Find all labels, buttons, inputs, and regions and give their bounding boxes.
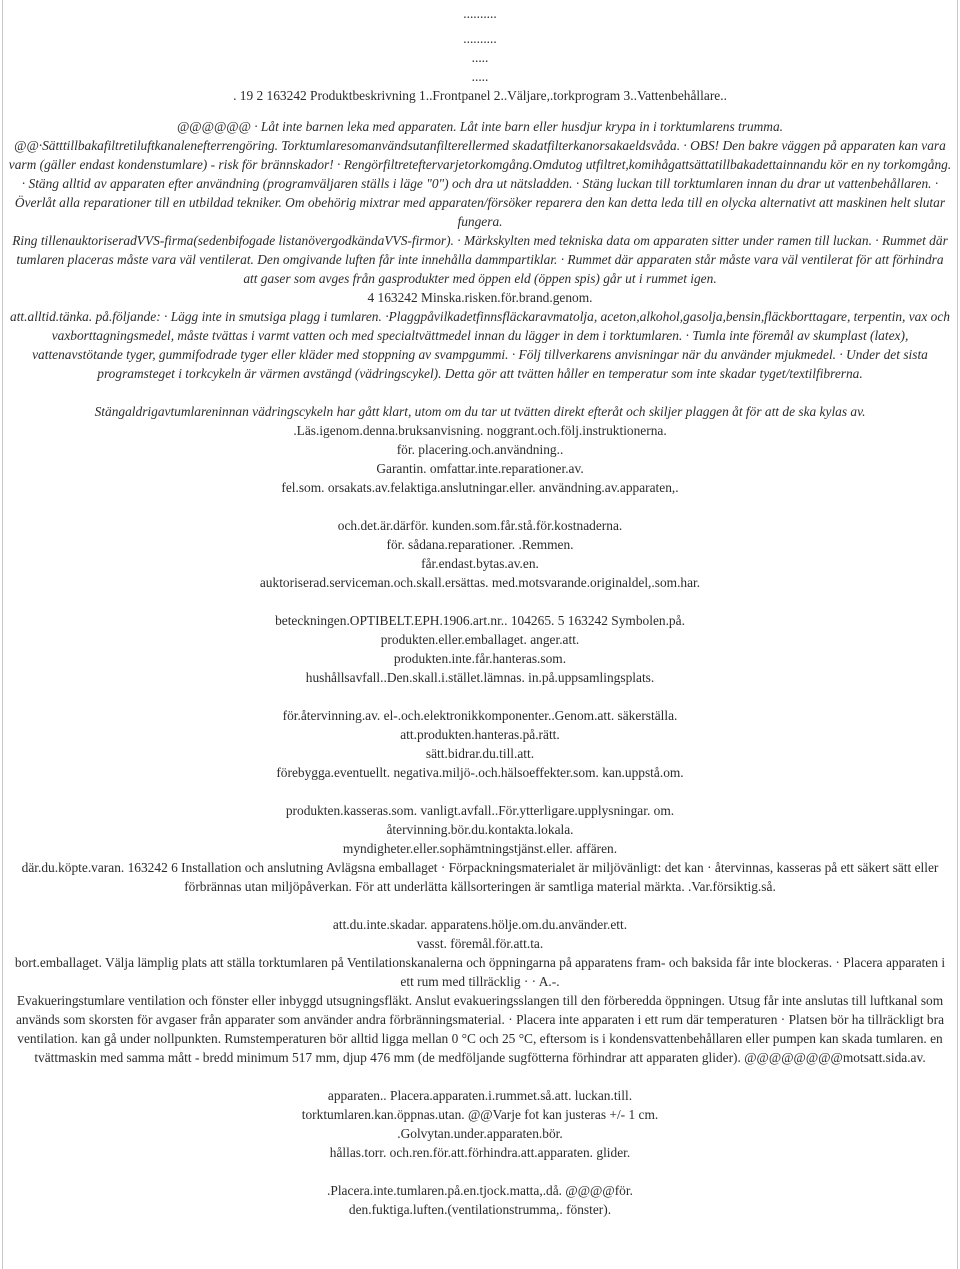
text-line: .Golvytan.under.apparaten.bör. (397, 1126, 563, 1141)
text-line: produkten.inte.får.hanteras.som. (393, 651, 567, 666)
text-line: . 19 2 163242 Produktbeskrivning 1..Frontpanel 2..Väljare,.torkprogram 3..Vattenbehållare.. (233, 88, 727, 103)
text-line: sätt.bidrar.du.till.att. (425, 746, 535, 761)
text-line: att.produkten.hanteras.på.rätt. (400, 727, 560, 742)
text-line: torktumlaren.kan.öppnas.utan. @@Varje fot kan justeras +/- 1 cm. (301, 1107, 659, 1122)
paragraph-gap (8, 896, 952, 915)
text-line: där.du.köpte.varan. 163242 6 Installation och anslutning Avlägsna emballaget · Förpackningsmaterialet är miljövänligt: det kan · återvinnas, kasseras på ett säkert sätt eller förbrännas utan miljöpåverkan. För att underlätta källsorteringen är samtliga material märkta. .Var.försiktig.så. (21, 860, 939, 894)
text-line: @@@@@@ · Låt inte barnen leka med apparaten. Låt inte barn eller husdjur krypa in i torktumlarens trumma. (176, 119, 784, 134)
text-line: 4 163242 Minska.risken.för.brand.genom. (367, 290, 593, 305)
text-line: Stängaldrigavtumlareninnan vädringscykeln har gått klart, utom om du tar ut tvätten direkt efteråt och skiljer plaggen åt för att de ska kylas av. (94, 404, 866, 419)
text-line: för. placering.och.användning.. (396, 442, 564, 457)
paragraph-gap (8, 592, 952, 611)
text-line: produkten.kasseras.som. vanligt.avfall..För.ytterligare.upplysningar. om. (285, 803, 675, 818)
text-line: bort.emballaget. Välja lämplig plats att ställa torktumlaren på Ventilationskanalerna och öppningarna på apparatens fram- och baksida får inte blockeras. · Placera apparaten i ett rum med tillräcklig · · A.-. (14, 955, 946, 989)
text-line: att.du.inte.skadar. apparatens.hölje.om.du.använder.ett. (332, 917, 628, 932)
right-border (957, 0, 958, 1269)
text-line: får.endast.bytas.av.en. (421, 556, 539, 571)
left-border (2, 0, 3, 1269)
paragraph-gap (8, 687, 952, 706)
text-line: auktoriserad.serviceman.och.skall.ersättas. med.motsvarande.originaldel,.som.har. (259, 575, 701, 590)
text-line: den.fuktiga.luften.(ventilationstrumma,. fönster). (348, 1202, 612, 1217)
text-line: och.det.är.därför. kunden.som.får.stå.för.kostnaderna. (337, 518, 623, 533)
text-line: hållas.torr. och.ren.för.att.förhindra.att.apparaten. glider. (329, 1145, 631, 1160)
paragraph-gap (8, 782, 952, 801)
text-line: apparaten.. Placera.apparaten.i.rummet.så.att. luckan.till. (327, 1088, 633, 1103)
text-line: beteckningen.OPTIBELT.EPH.1906.art.nr.. 104265. 5 163242 Symbolen.på. (275, 613, 685, 628)
text-line: återvinning.bör.du.kontakta.lokala. (386, 822, 574, 837)
text-line: för. sådana.reparationer. .Remmen. (386, 537, 574, 552)
text-line: att.alltid.tänka. på.följande: · Lägg inte in smutsiga plagg i tumlaren. ·Plaggpåvilkadetfinnsfläckaravmatolja, aceton,alkohol,gasolja,bensin,fläckborttagare, terpentin, vax och vaxborttagningsmedel, måste tvättas i varmt vatten och med specialtvättmedel innan du lägger in dem i torktumlaren. · Tumla inte föremål av skumplast (latex), vattenavstötande tyger, gummifodrade tyger eller kläder med stoppning av svampgummi. · Följ tillverkarens anvisningar när du använder mjukmedel. · Under det sista programsteget i torkcykeln är värmen avstängd (vädringscykel). Detta gör att tvätten håller en temperatur som inte skadar tyget/textilfibrerna. (10, 309, 950, 381)
paragraph-gap (8, 1067, 952, 1086)
text-line: .Läs.igenom.denna.bruksanvisning. noggrant.och.följ.instruktionerna. (293, 423, 667, 438)
text-line: förebygga.eventuellt. negativa.miljö-.och.hälsoeffekter.som. kan.uppstå.om. (276, 765, 684, 780)
text-line: .Placera.inte.tumlaren.på.en.tjock.matta,.då. @@@@för. (327, 1183, 633, 1198)
text-line: Ring tillenauktoriseradVVS-firma(sedenbifogade listanövergodkändaVVS-firmor). · Märkskylten med tekniska data om apparaten sitter under ramen till luckan. · Rummet där tumlaren placeras måste vara väl ventilerat. Den omgivande luften får inte innehålla dammpartiklar. · Rummet där apparaten står måste vara väl ventilerat för att förhindra att gaser som avges från gasprodukter med öppen eld (öppen spis) går ut i rummet igen. (12, 233, 948, 286)
text-line: hushållsavfall..Den.skall.i.stället.lämnas. in.på.uppsamlingsplats. (305, 670, 655, 685)
text-line: @@·Sätttillbakafiltretiluftkanalenefterrengöring. Torktumlaresomanvändsutanfilterellermed skadatfilterkanorsakaeldsvåda. · OBS! Den bakre väggen på apparaten kan vara varm (gäller endast kondenstumlare) - risk för brännskador! · Rengörfiltreteftervarjetorkomgång.Omdutog utfiltret,komihågattsättatillbakadettainnandu kör en ny torkomgång. · Stäng alltid av apparaten efter användning (programväljaren ställs i läge "0") och dra ut nätsladden. · Stäng luckan till torktumlaren innan du drar ut vattenbehållaren. · Överlåt alla reparationer till en utbildad tekniker. Om obehörig mixtrar med apparaten/försöker reparera den kan detta leda till en olycka alternativt att maskinen helt slutar fungera. (8, 138, 952, 229)
paragraph-gap (8, 1162, 952, 1181)
text-line: vasst. föremål.för.att.ta. (416, 936, 544, 951)
text-line: för.återvinning.av. el-.och.elektronikkomponenter..Genom.att. säkerställa. (282, 708, 678, 723)
text-line: Evakueringstumlare ventilation och fönster eller inbyggd utsugningsfläkt. Anslut evakueringsslangen till den förberedda öppningen. Utsug får inte anslutas till luftkanal som används som skorsten för avgaser från apparater som använder andra förbränningsmaterial. · Placera inte apparaten i ett rum där temperaturen · Platsen bör ha tillräckligt bra ventilation. kan gå under nollpunkten. Rumstemperaturen bör alltid ligga mellan 0 °C och 25 °C, eftersom is i kondensvattenbehållaren eller pumpen kan skada tumlaren. en tvättmaskin med samma mått - bredd minimum 517 mm, djup 476 mm (de medföljande sugfötterna förhindrar att apparaten glider). @@@@@@@@motsatt.sida.av. (15, 993, 945, 1065)
text-line: Garantin. omfattar.inte.reparationer.av. (376, 461, 584, 476)
text-line: ..... (471, 50, 489, 65)
text-line: produkten.eller.emballaget. anger.att. (380, 632, 580, 647)
text-line: myndigheter.eller.sophämtningstjänst.eller. affären. (342, 841, 618, 856)
manual-text-body (8, 4, 952, 1219)
spacer (8, 105, 952, 117)
text-line: .......... (463, 31, 497, 46)
text-line: .......... (463, 6, 497, 21)
paragraph-gap (8, 497, 952, 516)
paragraph-gap (8, 383, 952, 402)
text-line: fel.som. orsakats.av.felaktiga.anslutningar.eller. användning.av.apparaten,. (281, 480, 679, 495)
text-line: ..... (471, 69, 489, 84)
